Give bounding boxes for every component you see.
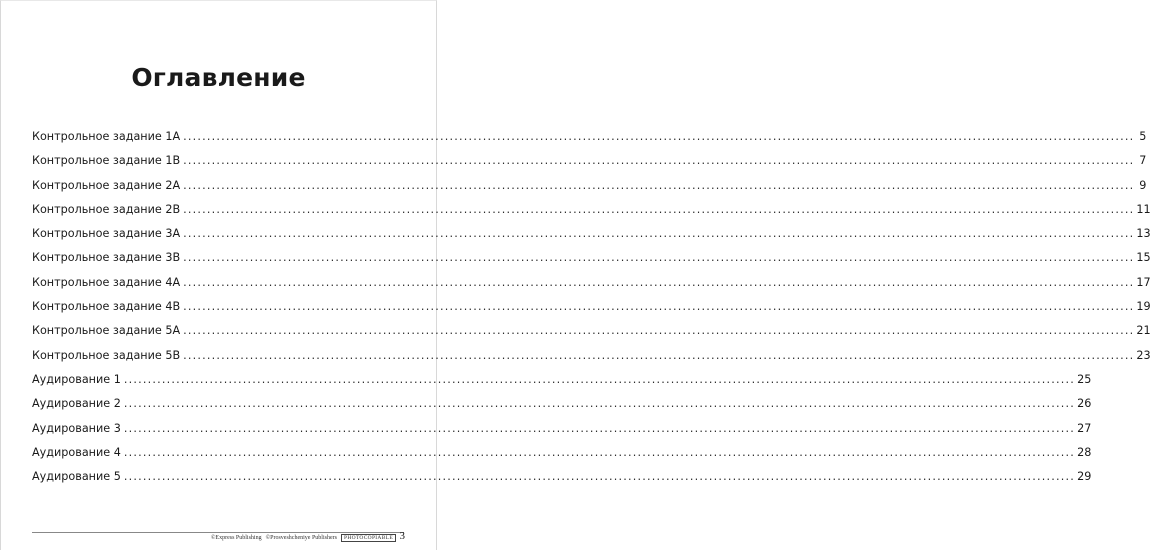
footer-publisher-prosveshcheniye: ©Prosveshcheniye Publishers <box>265 535 337 541</box>
toc-entry-label: Контрольное задание 3A <box>32 227 181 241</box>
footer-publisher-express: ©Express Publishing <box>210 535 262 541</box>
toc-entry <box>32 445 1092 470</box>
toc-entry <box>32 397 1092 421</box>
toc-leader-dots: ........................................................................................................................................................................................................ <box>183 227 1135 241</box>
toc-entry-label: Контрольное задание 5B <box>32 348 181 362</box>
toc-entry-page: 13 <box>1136 227 1151 241</box>
toc-entry-label: Контрольное задание 3B <box>32 251 181 265</box>
toc-entry-page: 11 <box>1136 202 1151 216</box>
toc-leader-dots: ........................................................................................................................................................................................................ <box>183 178 1135 192</box>
toc-entry-page: 5 <box>1139 130 1147 143</box>
toc-entry-label: Контрольное задание 4B <box>32 300 181 314</box>
toc-entry-page: 17 <box>1136 275 1151 289</box>
toc-entry <box>32 227 1151 251</box>
toc-entry <box>32 372 1092 397</box>
toc-entry <box>32 154 1147 178</box>
toc-entry-page: 25 <box>1077 372 1092 386</box>
toc-leader-dots: ........................................................................................................................................................................................................ <box>183 154 1135 168</box>
toc-entry-label: Аудирование 2 <box>32 397 121 411</box>
toc-leader-dots: ........................................................................................................................................................................................................ <box>183 251 1135 265</box>
toc-entry-page: 9 <box>1139 178 1147 192</box>
toc-entry-page: 21 <box>1136 324 1151 338</box>
toc-entry-label: Контрольное задание 5A <box>32 324 181 338</box>
toc-entry-page: 7 <box>1139 154 1147 168</box>
toc-leader-dots: ........................................................................................................................................................................................................ <box>183 130 1135 143</box>
toc-entry-label: Контрольное задание 2A <box>32 178 181 192</box>
toc-entry-label: Контрольное задание 4A <box>32 275 181 289</box>
toc-entry-label: Аудирование 1 <box>32 372 121 386</box>
toc-entry <box>32 130 1147 154</box>
toc-entry-label: Контрольное задание 1B <box>32 154 181 168</box>
toc-leader-dots: ........................................................................................................................................................................................................ <box>183 300 1135 314</box>
footer-divider <box>32 532 404 533</box>
toc-entry <box>32 421 1092 446</box>
toc-entry <box>32 470 1092 494</box>
toc-entry-label: Аудирование 5 <box>32 470 121 484</box>
page-title: Оглавление <box>131 63 306 92</box>
toc-leader-dots: ........................................................................................................................................................................................................ <box>183 275 1135 289</box>
toc-leader-dots: ........................................................................................................................................................................................................ <box>183 324 1135 338</box>
toc-entry-page: 26 <box>1077 397 1092 411</box>
page-number: 3 <box>399 530 405 542</box>
toc-entry-page: 28 <box>1077 445 1092 459</box>
toc-leader-dots: ........................................................................................................................................................................................................ <box>123 372 1076 386</box>
toc-entry-label: Аудирование 3 <box>32 421 121 435</box>
toc-entry-page: 29 <box>1077 470 1092 484</box>
toc-leader-dots: ........................................................................................................................................................................................................ <box>123 445 1076 459</box>
toc-entry-page: 23 <box>1136 348 1151 362</box>
toc-entry-label: Контрольное задание 1A <box>32 130 181 143</box>
toc-entry-label: Контрольное задание 2B <box>32 202 181 216</box>
toc-entry <box>32 178 1147 203</box>
toc-entry-page: 27 <box>1077 421 1092 435</box>
toc-leader-dots: ........................................................................................................................................................................................................ <box>123 421 1076 435</box>
toc-entry-page: 15 <box>1136 251 1151 265</box>
toc-leader-dots: ........................................................................................................................................................................................................ <box>123 470 1076 484</box>
toc-entry <box>32 324 1151 348</box>
toc-entry <box>32 202 1151 227</box>
toc-entry <box>32 300 1151 324</box>
toc-entry <box>32 348 1151 373</box>
toc-leader-dots: ........................................................................................................................................................................................................ <box>183 348 1135 362</box>
toc-entry-label: Аудирование 4 <box>32 445 121 459</box>
toc-leader-dots: ........................................................................................................................................................................................................ <box>183 202 1135 216</box>
toc-entry-page: 19 <box>1136 300 1151 314</box>
toc-entry <box>32 275 1151 300</box>
table-of-contents <box>32 130 1151 494</box>
photocopiable-badge: PHOTOCOPIABLE <box>341 534 396 542</box>
toc-leader-dots: ........................................................................................................................................................................................................ <box>123 397 1076 411</box>
footer <box>211 534 396 542</box>
toc-entry <box>32 251 1151 275</box>
